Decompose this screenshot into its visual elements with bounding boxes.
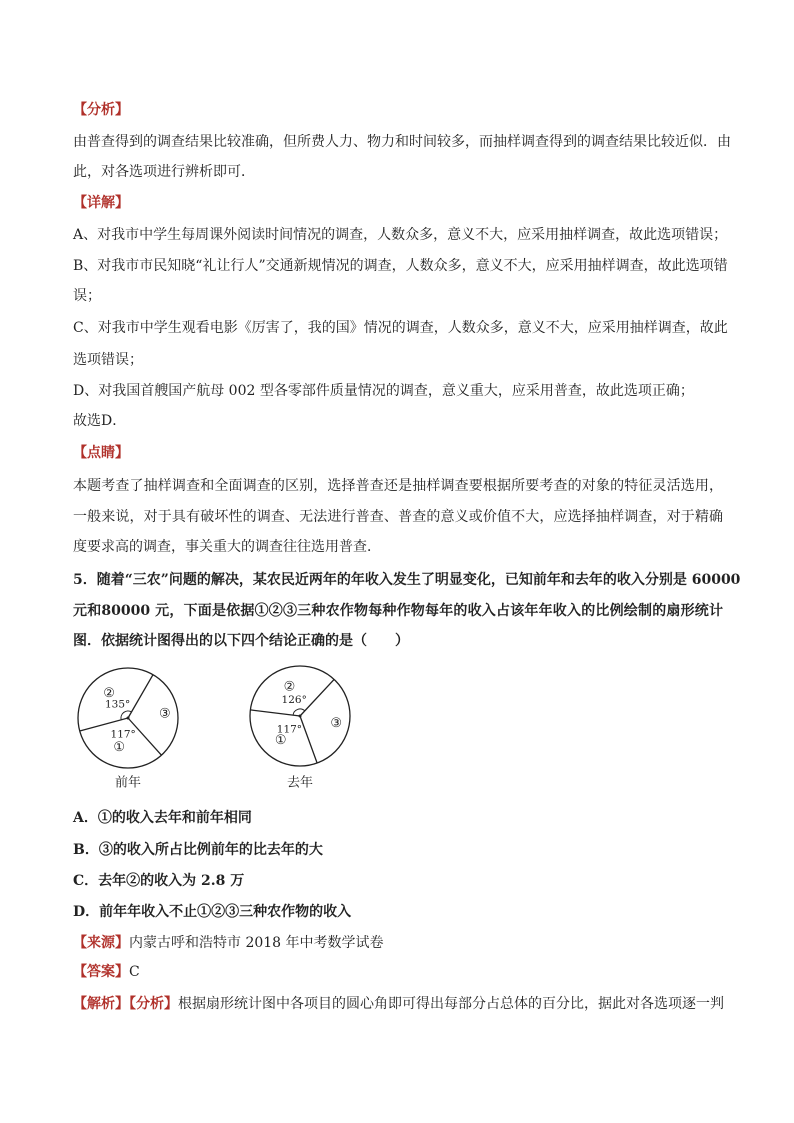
pie-caption: 前年 [114,775,142,791]
key-points-text-line: 度要求高的调查，事关重大的调查往往选用普查． [73,539,381,555]
details-option-c-line: 选项错误； [73,352,143,368]
pie-center-dot [299,715,302,718]
answer-line [73,961,723,983]
pie-sector-label: ② [283,679,296,695]
details-option-c-line: C、对我市中学生观看电影《厉害了，我的国》情况的调查，人数众多，意义不大，应采用抽样调查，故此 [73,320,728,336]
answer-text: C [129,964,140,980]
details-option-b-line: B、对我市市民知晓“礼让行人”交通新规情况的调查，人数众多，意义不大，应采用抽样调查，故此选项错 [73,258,728,274]
key-points-text-line: 本题考查了抽样调查和全面调查的区别，选择普查还是抽样调查要根据所要考查的对象的特征灵活选用， [73,478,723,494]
pie-angle-label: 117° [276,723,303,736]
question-stem-line: 图．依据统计图得出的以下四个结论正确的是（ ） [73,633,409,649]
analysis-heading [73,99,723,121]
question-stem-line: 元和80000 元，下面是依据①②③三种农作物每种作物每年的收入占该年年收入的比例绘制的扇形统计 [73,603,723,619]
pie-chart-previous-year [78,668,178,791]
key-points-heading [73,442,723,464]
source-label: 【来源】 [73,935,129,951]
source-text: 内蒙古呼和浩特市 2018 年中考数学试卷 [129,935,384,951]
pie-sector-label: ① [274,732,287,748]
pie-sector-label: ② [103,685,115,701]
pie-sector-label: ③ [158,706,171,722]
solution-sub-label: 【分析】 [129,996,178,1012]
pie-angle-label: 135° [105,698,131,711]
pie-charts-figure [60,652,370,797]
details-option-a-line: A、对我市中学生每周课外阅读时间情况的调查，人数众多，意义不大，应采用抽样调查，故此选项错误； [73,227,728,243]
details-conclusion: 故选D． [73,413,127,429]
choice-a: A．①的收入去年和前年相同 [73,810,252,826]
solution-text: 根据扇形统计图中各项目的圆心角即可得出每部分占总体的百分比，据此对各选项逐一判 [178,996,724,1012]
analysis-text-line: 由普查得到的调查结果比较准确，但所费人力、物力和时间较多，而抽样调查得到的调查结果比较近似．由 [73,134,731,150]
choice-c: C．去年②的收入为 2.8 万 [73,873,245,889]
answer-label: 【答案】 [73,964,129,980]
pie-center-dot [127,717,130,720]
solution-line [73,993,723,1015]
pie-sector-label: ③ [330,715,343,731]
choice-b: B．③的收入所占比例前年的比去年的大 [73,842,323,858]
details-label: 【详解】 [73,195,129,211]
details-heading [73,192,723,214]
source-line [73,932,723,954]
pie-caption: 去年 [286,775,314,791]
analysis-label: 【分析】 [73,102,129,118]
details-option-b-line: 误； [73,288,101,304]
key-points-label: 【点睛】 [73,445,129,461]
key-points-text-line: 一般来说，对于具有破坏性的调查、无法进行普查、普查的意义或价值不大，应选择抽样调查，对于精确 [73,509,723,525]
solution-label: 【解析】 [73,996,129,1012]
details-option-d-line: D、对我国首艘国产航母 002 型各零部件质量情况的调查，意义重大，应采用普查，故此选项正确； [73,383,694,399]
analysis-text-line: 此，对各选项进行辨析即可． [73,164,255,180]
pie-sector-label: ① [113,740,126,756]
choice-d: D．前年年收入不止①②③三种农作物的收入 [73,904,352,920]
pie-chart-last-year [250,666,350,791]
pie-angle-label: 117° [110,728,136,741]
question-stem-line: 5．随着“三农”问题的解决，某农民近两年的年收入发生了明显变化，已知前年和去年的收入分别是 60000 [73,572,741,588]
pie-angle-label: 126° [281,694,307,707]
